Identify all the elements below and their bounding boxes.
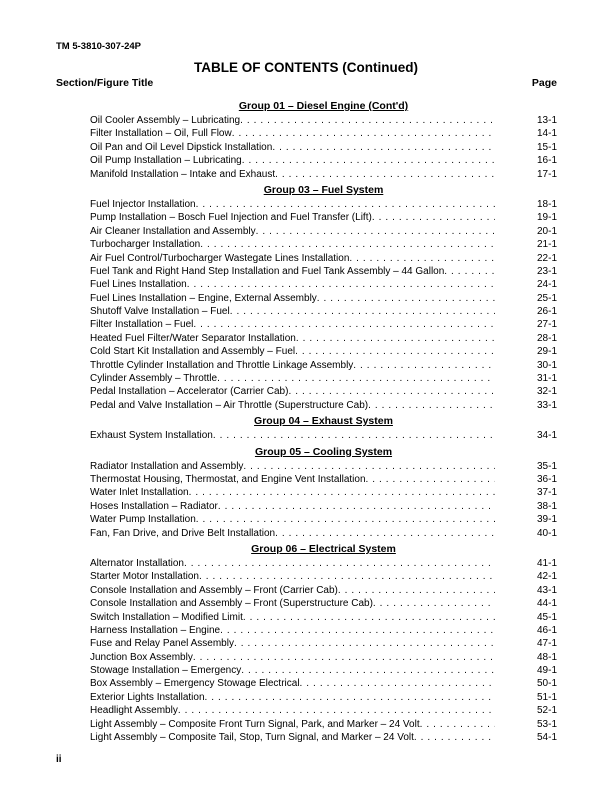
toc-entry-title: Air Cleaner Installation and Assembly xyxy=(90,225,256,237)
toc-entry[interactable] xyxy=(90,154,557,167)
toc-entry-page: 53-1 xyxy=(536,718,557,730)
toc-entry[interactable] xyxy=(90,278,557,291)
toc-entry-title: Fuel Lines Installation – Engine, External Assembly xyxy=(90,292,317,304)
toc-entry-page: 31-1 xyxy=(536,373,557,385)
dot-leader xyxy=(353,359,495,372)
toc-entry-title: Alternator Installation xyxy=(90,557,184,569)
toc-entry[interactable] xyxy=(90,332,557,345)
dot-leader xyxy=(373,597,495,610)
toc-entry-title: Shutoff Valve Installation – Fuel xyxy=(90,306,230,318)
toc-entry-title: Heated Fuel Filter/Water Separator Installation xyxy=(90,332,296,344)
toc-entry-page: 33-1 xyxy=(536,399,557,411)
toc-entry-page: 14-1 xyxy=(536,128,557,140)
toc-entry-page: 39-1 xyxy=(536,514,557,526)
dot-leader xyxy=(232,127,495,140)
dot-leader xyxy=(288,385,495,398)
toc-entry[interactable] xyxy=(90,677,557,690)
toc-entry-page: 21-1 xyxy=(536,239,557,251)
toc-entry-title: Throttle Cylinder Installation and Throttle Linkage Assembly xyxy=(90,359,354,371)
toc-entry-page: 29-1 xyxy=(536,346,557,358)
dot-leader xyxy=(193,651,495,664)
toc-entry[interactable] xyxy=(90,127,557,140)
dot-leader xyxy=(213,429,495,442)
toc-entry[interactable] xyxy=(90,624,557,637)
toc-entry-title: Starter Motor Installation xyxy=(90,571,199,583)
toc-entry-page: 27-1 xyxy=(536,319,557,331)
toc-entry-page: 40-1 xyxy=(536,527,557,539)
toc-entry-title: Exterior Lights Installation xyxy=(90,691,205,703)
toc-entry-page: 18-1 xyxy=(536,198,557,210)
toc-entry-title: Filter Installation – Oil, Full Flow xyxy=(90,128,232,140)
toc-entry-title: Manifold Installation – Intake and Exhaust xyxy=(90,168,276,180)
dot-leader xyxy=(218,500,495,513)
toc-entry[interactable] xyxy=(90,513,557,526)
dot-leader xyxy=(220,624,495,637)
toc-entry-page: 46-1 xyxy=(536,624,557,636)
dot-leader xyxy=(178,704,495,717)
toc-entry-page: 35-1 xyxy=(536,460,557,472)
toc-entry-page: 30-1 xyxy=(536,359,557,371)
toc-entry-title: Cold Start Kit Installation and Assembly – Fuel xyxy=(90,346,296,358)
toc-entry-page: 26-1 xyxy=(536,306,557,318)
group-heading: Group 01 – Diesel Engine (Cont'd) xyxy=(238,100,409,112)
dot-leader xyxy=(295,345,495,358)
toc-entry[interactable] xyxy=(90,225,557,238)
toc-entry-page: 28-1 xyxy=(536,332,557,344)
dot-leader xyxy=(199,570,495,583)
group-heading: Group 04 – Exhaust System xyxy=(254,415,393,428)
toc-entry-page: 15-1 xyxy=(536,141,557,153)
dot-leader xyxy=(272,141,495,154)
dot-leader xyxy=(200,238,495,251)
toc-entry[interactable] xyxy=(90,168,557,181)
dot-leader xyxy=(243,611,495,624)
toc-entry[interactable] xyxy=(90,114,557,127)
toc-entry[interactable] xyxy=(90,570,557,583)
dot-leader xyxy=(187,278,495,291)
toc-entry-page: 36-1 xyxy=(536,473,557,485)
toc-entry-title: Oil Pan and Oil Level Dipstick Installation xyxy=(90,141,273,153)
dot-leader xyxy=(366,473,495,486)
toc-entry-title: Air Fuel Control/Turbocharger Wastegate Lines Installation xyxy=(90,252,350,264)
toc-entry-title: Fuel Tank and Right Hand Step Installation and Fuel Tank Assembly – 44 Gallon xyxy=(90,265,445,277)
toc-entry[interactable] xyxy=(90,345,557,358)
toc-entry-page: 41-1 xyxy=(536,557,557,569)
toc-entry-title: Pump Installation – Bosch Fuel Injection and Fuel Transfer (Lift) xyxy=(90,212,372,224)
toc-entry-title: Water Pump Installation xyxy=(90,514,196,526)
page-number: ii xyxy=(56,754,62,765)
dot-leader xyxy=(368,399,495,412)
column-header-title: Section/Figure Title xyxy=(56,77,154,89)
toc-entry-title: Water Inlet Installation xyxy=(90,487,189,499)
toc-entry-page: 16-1 xyxy=(536,155,557,167)
toc-entry-title: Box Assembly – Emergency Stowage Electrical xyxy=(90,678,300,690)
toc-entry-title: Fuse and Relay Panel Assembly xyxy=(90,638,234,650)
toc-entry-page: 23-1 xyxy=(536,265,557,277)
toc-entry[interactable] xyxy=(90,198,557,211)
toc-entry-page: 20-1 xyxy=(536,225,557,237)
toc-entry-title: Oil Cooler Assembly – Lubricating xyxy=(90,115,241,126)
toc-entry[interactable] xyxy=(90,399,557,412)
toc-entry[interactable] xyxy=(90,704,557,717)
dot-leader xyxy=(275,527,495,540)
toc-entry-title: Harness Installation – Engine xyxy=(90,624,221,636)
toc-entry-page: 51-1 xyxy=(536,691,557,703)
toc-entry-title: Pedal and Valve Installation – Air Throttle (Superstructure Cab) xyxy=(90,399,369,411)
dot-leader xyxy=(241,664,495,677)
toc-entry[interactable] xyxy=(90,718,557,731)
toc-entry-page: 45-1 xyxy=(536,611,557,623)
toc-entry[interactable] xyxy=(90,460,557,473)
toc-entry[interactable] xyxy=(90,429,557,442)
toc-entry[interactable] xyxy=(90,486,557,499)
dot-leader xyxy=(256,225,495,238)
dot-leader xyxy=(300,677,495,690)
dot-leader xyxy=(275,168,495,181)
toc-entry-page: 42-1 xyxy=(536,571,557,583)
toc-entry[interactable] xyxy=(90,385,557,398)
toc-entry-title: Filter Installation – Fuel xyxy=(90,319,194,331)
toc-entry-title: Oil Pump Installation – Lubricating xyxy=(90,155,242,167)
toc-entry[interactable] xyxy=(90,265,557,278)
toc-entry-title: Exhaust System Installation xyxy=(90,430,213,442)
toc-entry[interactable] xyxy=(90,731,557,744)
toc-entry[interactable] xyxy=(90,252,557,265)
toc-entry-page: 38-1 xyxy=(536,500,557,512)
toc-entry-page: 52-1 xyxy=(536,705,557,717)
toc-entry-page: 50-1 xyxy=(536,678,557,690)
toc-entry[interactable] xyxy=(90,527,557,540)
toc-entry[interactable] xyxy=(90,584,557,597)
dot-leader xyxy=(317,292,495,305)
toc-entry[interactable] xyxy=(90,211,557,224)
toc-entry[interactable] xyxy=(90,637,557,650)
dot-leader xyxy=(349,252,495,265)
toc-entry[interactable] xyxy=(90,597,557,610)
toc-entry-title: Light Assembly – Composite Front Turn Signal, Park, and Marker – 24 Volt xyxy=(90,718,420,730)
toc-entry-title: Radiator Installation and Assembly xyxy=(90,460,244,472)
toc-entry-page: 37-1 xyxy=(536,487,557,499)
toc-entry[interactable] xyxy=(90,359,557,372)
toc-entry-title: Pedal Installation – Accelerator (Carrier Cab) xyxy=(90,386,289,398)
dot-leader xyxy=(338,584,495,597)
toc-entry[interactable] xyxy=(90,691,557,704)
toc-entry-page: 25-1 xyxy=(536,292,557,304)
toc-entry-title: Console Installation and Assembly – Front (Superstructure Cab) xyxy=(90,598,373,610)
dot-leader xyxy=(193,318,495,331)
group-heading: Group 05 – Cooling System xyxy=(254,445,393,458)
toc-entry-page: 47-1 xyxy=(536,638,557,650)
dot-leader xyxy=(414,731,495,744)
group-heading: Group 03 – Fuel System xyxy=(263,183,384,196)
toc-entry-title: Fan, Fan Drive, and Drive Belt Installation xyxy=(90,527,276,539)
toc-entry-page: 49-1 xyxy=(536,665,557,677)
toc-entry[interactable] xyxy=(90,557,557,570)
toc-entry-title: Light Assembly – Composite Tail, Stop, Turn Signal, and Marker – 24 Volt xyxy=(90,732,414,744)
toc-entry-page: 48-1 xyxy=(536,651,557,663)
column-headers xyxy=(56,77,557,89)
dot-leader xyxy=(184,557,495,570)
dot-leader xyxy=(217,372,495,385)
toc-entry-page: 54-1 xyxy=(536,732,557,744)
dot-leader xyxy=(243,460,495,473)
dot-leader xyxy=(240,114,495,127)
toc-entry-title: Hoses Installation – Radiator xyxy=(90,500,218,512)
toc-entry[interactable] xyxy=(90,318,557,331)
toc-entry-page: 24-1 xyxy=(536,279,557,291)
toc-entry-page: 13-1 xyxy=(536,115,557,126)
toc-entry-title: Cylinder Assembly – Throttle xyxy=(90,373,218,385)
dot-leader xyxy=(205,691,495,704)
dot-leader xyxy=(230,305,495,318)
toc-entry-title: Thermostat Housing, Thermostat, and Engine Vent Installation xyxy=(90,473,366,485)
table-of-contents xyxy=(90,99,557,744)
toc-entry-title: Console Installation and Assembly – Front (Carrier Cab) xyxy=(90,584,338,596)
dot-leader xyxy=(196,513,495,526)
group-heading: Group 06 – Electrical System xyxy=(251,542,396,555)
toc-entry-page: 17-1 xyxy=(536,168,557,180)
dot-leader xyxy=(196,198,495,211)
toc-entry[interactable] xyxy=(90,651,557,664)
toc-entry-title: Switch Installation – Modified Limit xyxy=(90,611,243,623)
dot-leader xyxy=(189,486,495,499)
toc-entry-title: Stowage Installation – Emergency xyxy=(90,665,242,677)
dot-leader xyxy=(444,265,495,278)
toc-entry[interactable] xyxy=(90,664,557,677)
toc-entry-page: 44-1 xyxy=(536,598,557,610)
toc-entry-page: 43-1 xyxy=(536,584,557,596)
toc-entry[interactable] xyxy=(90,292,557,305)
toc-entry-page: 19-1 xyxy=(536,212,557,224)
toc-entry[interactable] xyxy=(90,500,557,513)
dot-leader xyxy=(420,718,495,731)
toc-entry-title: Headlight Assembly xyxy=(90,705,178,717)
toc-entry-title: Fuel Lines Installation xyxy=(90,279,187,291)
toc-entry-title: Junction Box Assembly xyxy=(90,651,193,663)
toc-entry[interactable] xyxy=(90,305,557,318)
toc-entry-title: Turbocharger Installation xyxy=(90,239,201,251)
toc-entry-title: Fuel Injector Installation xyxy=(90,198,196,210)
page-title: TABLE OF CONTENTS (Continued) xyxy=(194,60,418,75)
document-number: TM 5-3810-307-24P xyxy=(56,41,142,52)
dot-leader xyxy=(242,154,495,167)
column-header-page: Page xyxy=(531,77,557,89)
toc-entry[interactable] xyxy=(90,141,557,154)
toc-entry[interactable] xyxy=(90,611,557,624)
toc-entry-page: 32-1 xyxy=(536,386,557,398)
toc-entry[interactable] xyxy=(90,372,557,385)
dot-leader xyxy=(296,332,495,345)
toc-entry-page: 22-1 xyxy=(536,252,557,264)
toc-entry-page: 34-1 xyxy=(536,430,557,442)
dot-leader xyxy=(234,637,495,650)
dot-leader xyxy=(372,211,495,224)
toc-entry[interactable] xyxy=(90,238,557,251)
toc-entry[interactable] xyxy=(90,473,557,486)
